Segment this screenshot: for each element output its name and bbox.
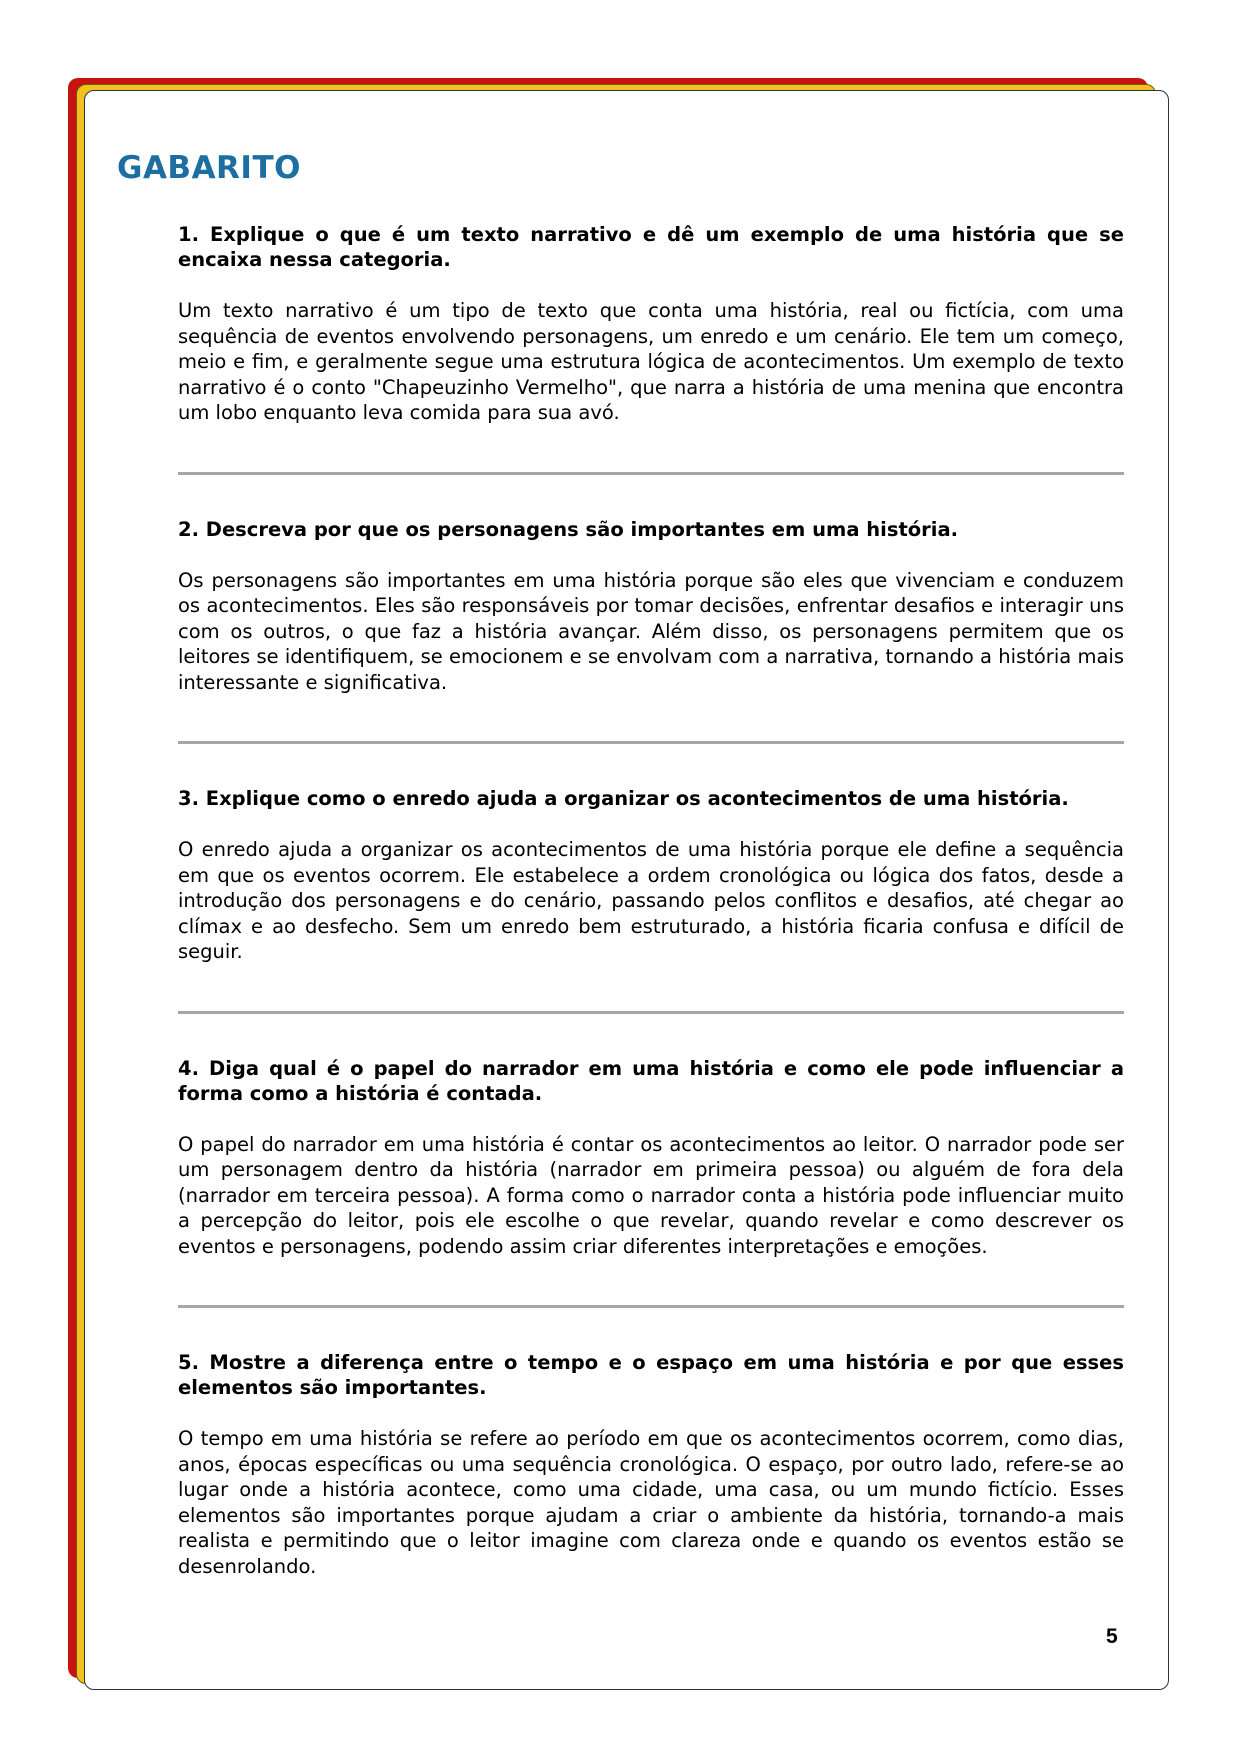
answer-4: O papel do narrador em uma história é contar os acontecimentos ao leitor. O narrador pode ser um personagem dentro da história (narrador em primeira pessoa) ou alguém de fora dela (narrador em terceira pessoa). A forma como o narrador conta a história pode influenciar muito a percepção do leitor, pois ele escolhe o que revelar, quando revelar e como descrever os eventos e personagens, podendo assim criar diferentes interpretações e emoções. bbox=[178, 1132, 1124, 1258]
answer-5: O tempo em uma história se refere ao período em que os acontecimentos ocorrem, como dias, anos, épocas específicas ou uma sequência cronológica. O espaço, por outro lado, refere-se ao lugar onde a história acontece, como uma cidade, uma casa, ou um mundo fictício. Esses elementos são importantes porque ajudam a criar o ambiente da história, tornando-a mais realista e permitindo que o leitor imagine com clareza onde e quando os eventos estão se desenrolando. bbox=[178, 1427, 1124, 1578]
question-3: 3. Explique como o enredo ajuda a organizar os acontecimentos de uma história. bbox=[178, 787, 1069, 810]
section-divider bbox=[178, 1011, 1124, 1014]
answer-item-2 bbox=[178, 517, 1124, 696]
question-2: 2. Descreva por que os personagens são importantes em uma história. bbox=[178, 517, 959, 541]
answer-item-5 bbox=[178, 1350, 1124, 1579]
question-1: 1. Explique o que é um texto narrativo e dê um exemplo de uma história que se encaixa nessa categoria. bbox=[178, 223, 1124, 271]
answer-item-4 bbox=[178, 1056, 1124, 1260]
question-5: 5. Mostre a diferença entre o tempo e o espaço em uma história e por que esses elementos são importantes. bbox=[178, 1351, 1124, 1399]
answer-item-3 bbox=[178, 786, 1124, 965]
section-divider bbox=[178, 741, 1124, 744]
section-divider bbox=[178, 472, 1124, 475]
answer-key-content bbox=[178, 222, 1124, 1579]
answer-1: Um texto narrativo é um tipo de texto que conta uma história, real ou fictícia, com uma sequência de eventos envolvendo personagens, um enredo e um cenário. Ele tem um começo, meio e fim, e geralmente segue uma estrutura lógica de acontecimentos. Um exemplo de texto narrativo é o conto "Chapeuzinho Vermelho", que narra a história de uma menina que encontra um lobo enquanto leva comida para sua avó. bbox=[178, 299, 1124, 424]
question-4: 4. Diga qual é o papel do narrador em uma história e como ele pode influenciar a forma como a história é contada. bbox=[178, 1056, 1124, 1105]
answer-2: Os personagens são importantes em uma história porque são eles que vivenciam e conduzem os acontecimentos. Eles são responsáveis por tomar decisões, enfrentar desafios e interagir uns com os outros, o que faz a história avançar. Além disso, os personagens permitem que os leitores se identifiquem, se emocionem e se envolvam com a narrativa, tornando a história mais interessante e significativa. bbox=[178, 568, 1124, 694]
answer-3: O enredo ajuda a organizar os acontecimentos de uma história porque ele define a sequência em que os eventos ocorrem. Ele estabelece a ordem cronológica ou lógica dos fatos, desde a introdução dos personagens e do cenário, passando pelos conflitos e desafios, até chegar ao clímax e ao desfecho. Sem um enredo bem estruturado, a história ficaria confusa e difícil de seguir. bbox=[178, 838, 1124, 963]
section-divider bbox=[178, 1305, 1124, 1308]
answer-item-1 bbox=[178, 222, 1124, 426]
page-number: 5 bbox=[1106, 1625, 1118, 1648]
page-title: GABARITO bbox=[117, 150, 301, 186]
